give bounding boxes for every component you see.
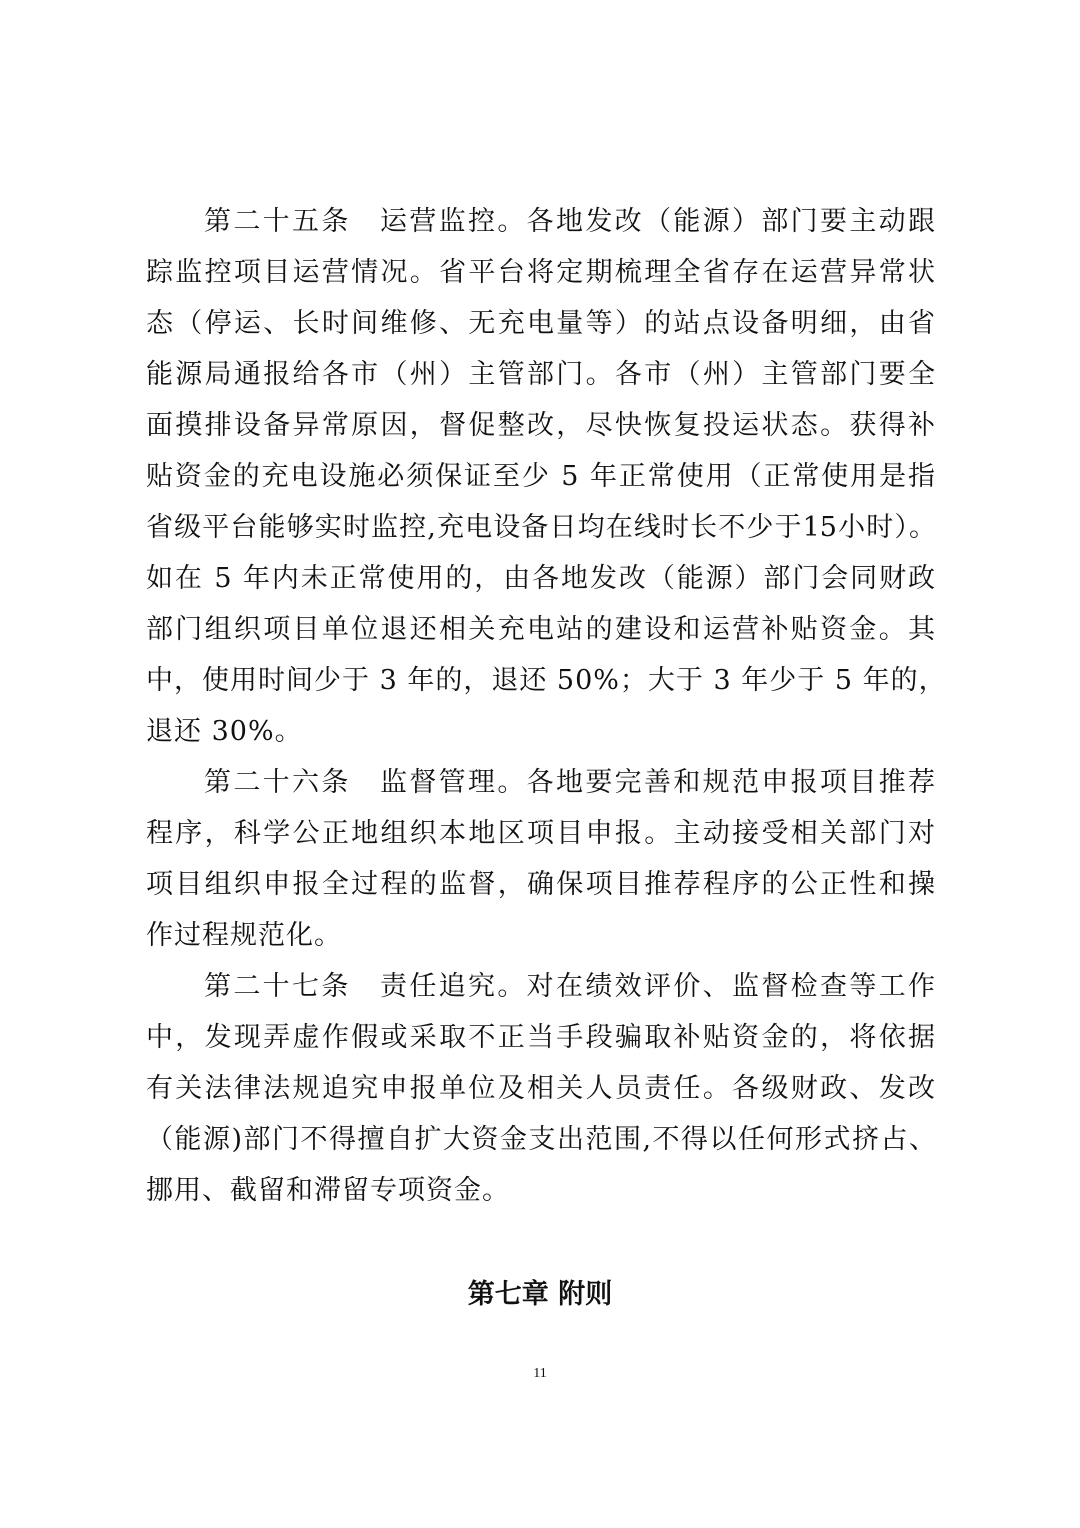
text-line: 中，发现弄虚作假或采取不正当手段骗取补贴资金的，将依据: [146, 1022, 936, 1053]
text-line: （能源)部门不得擅自扩大资金支出范围,不得以任何形式挤占、: [146, 1124, 936, 1155]
text-line: 能源局通报给各市（州）主管部门。各市（州）主管部门要全: [146, 359, 936, 390]
text-line: 第二十五条 运营监控。各地发改（能源）部门要主动跟: [204, 206, 936, 237]
text-line: 第二十七条 责任追究。对在绩效评价、监督检查等工作: [204, 971, 936, 1002]
article-25: [146, 196, 947, 757]
text-line: 如在 5 年内未正常使用的，由各地发改（能源）部门会同财政: [146, 563, 936, 594]
page-number: 11: [533, 1366, 547, 1381]
text-line: 面摸排设备异常原因，督促整改，尽快恢复投运状态。获得补: [146, 410, 936, 441]
text-line: 项目组织申报全过程的监督，确保项目推荐程序的公正性和操: [146, 869, 936, 900]
document-body: [146, 196, 947, 1216]
text-line: 有关法律法规追究申报单位及相关人员责任。各级财政、发改: [146, 1073, 936, 1104]
text-line: 程序，科学公正地组织本地区项目申报。主动接受相关部门对: [146, 818, 936, 849]
chapter-heading: 第七章 附则: [467, 1279, 613, 1310]
text-line: 踪监控项目运营情况。省平台将定期梳理全省存在运营异常状: [146, 257, 936, 288]
text-line: 作过程规范化。: [146, 920, 342, 951]
text-line: 部门组织项目单位退还相关充电站的建设和运营补贴资金。其: [146, 614, 936, 645]
text-line: 挪用、截留和滞留专项资金。: [146, 1175, 510, 1206]
text-line: 态（停运、长时间维修、无充电量等）的站点设备明细，由省: [146, 308, 936, 339]
text-line: 省级平台能够实时监控,充电设备日均在线时长不少于15小时）。: [146, 512, 936, 543]
article-26: [146, 757, 936, 961]
text-line: 退还 30%。: [146, 716, 303, 747]
article-27: [146, 961, 936, 1216]
text-line: 贴资金的充电设施必须保证至少 5 年正常使用（正常使用是指: [146, 461, 936, 492]
text-line: 中，使用时间少于 3 年的，退还 50%；大于 3 年少于 5 年的，: [146, 665, 947, 696]
text-line: 第二十六条 监督管理。各地要完善和规范申报项目推荐: [204, 767, 936, 798]
